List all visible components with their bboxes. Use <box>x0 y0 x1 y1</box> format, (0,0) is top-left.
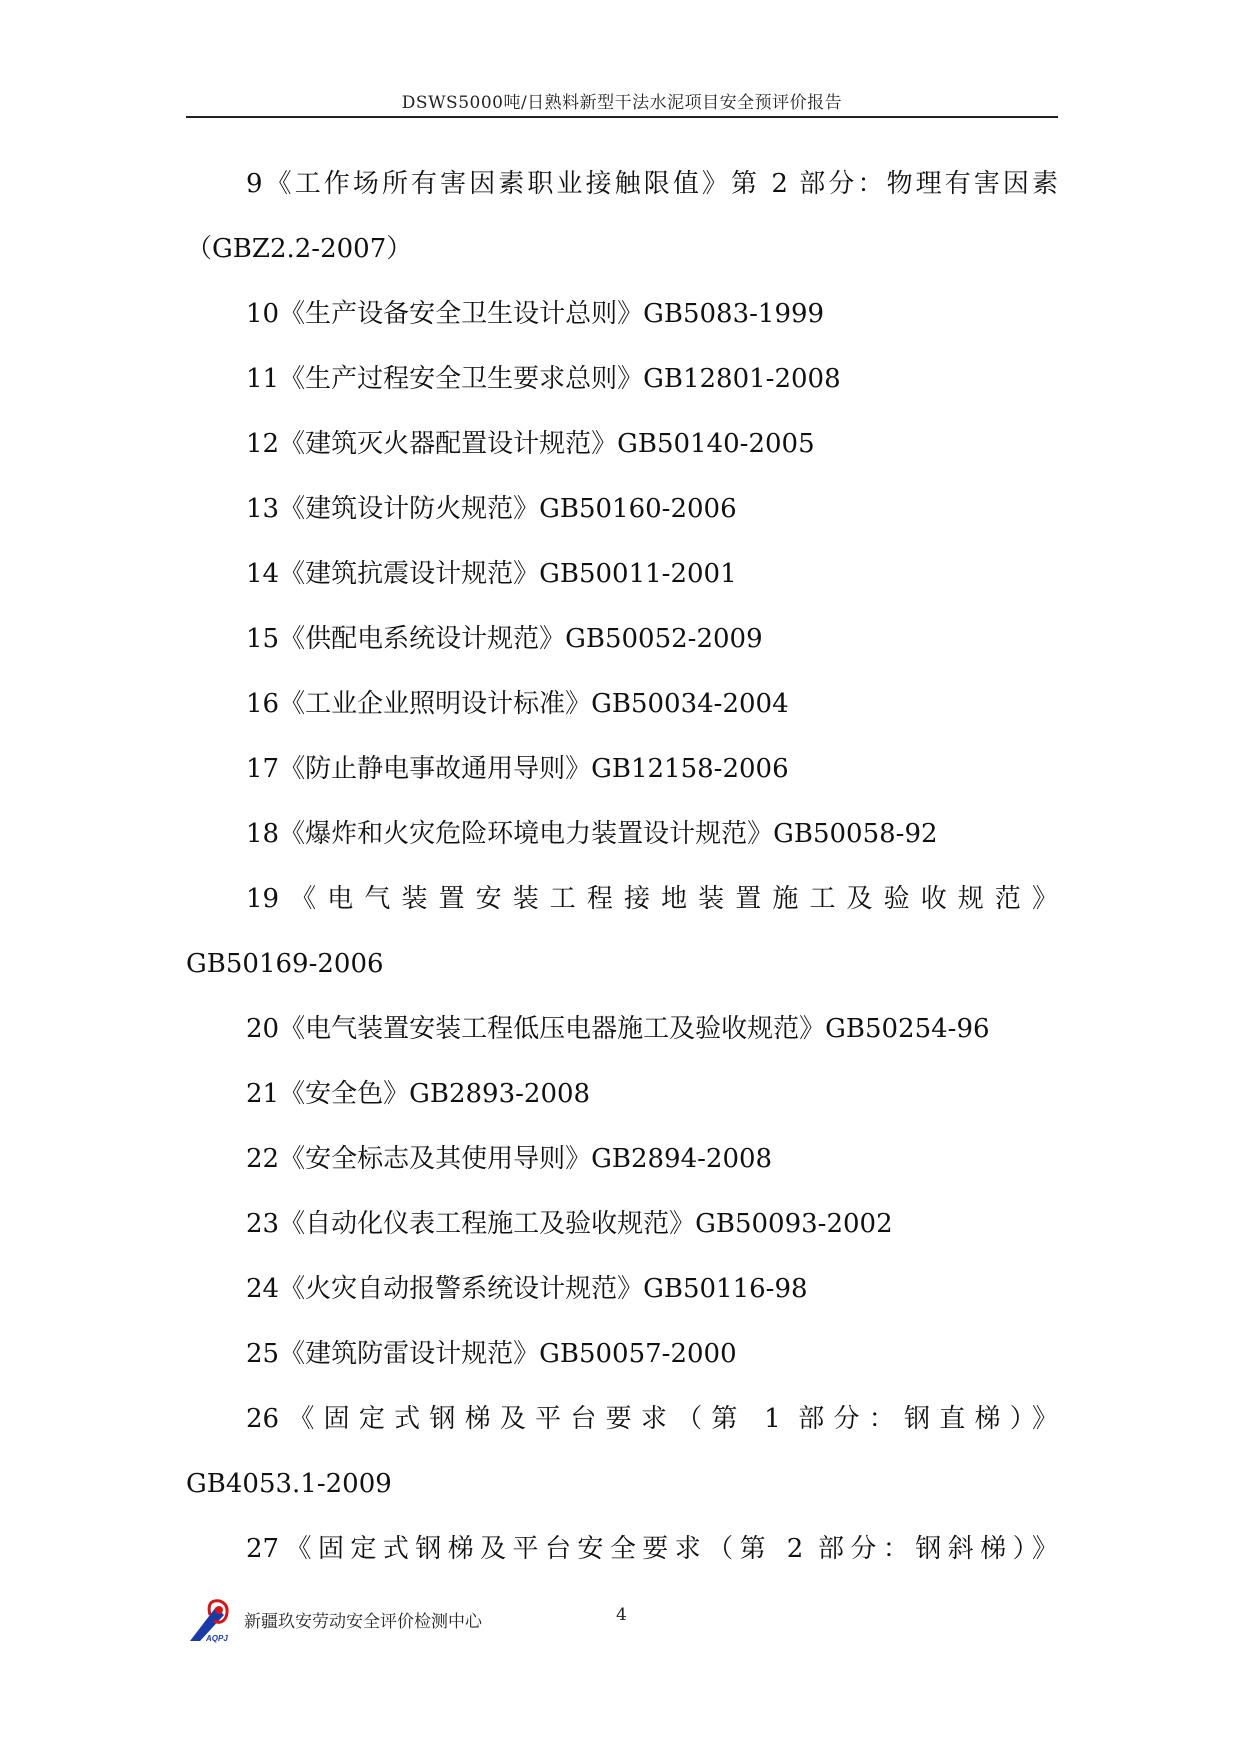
logo-text: AQPJ <box>206 1634 228 1643</box>
list-item-text: 27《固定式钢梯及平台安全要求（第 2 部分：钢斜梯）》 <box>246 1534 1058 1564</box>
footer-organization: 新疆玖安劳动安全评价检测中心 <box>244 1612 482 1632</box>
list-item <box>186 1517 1058 1582</box>
list-item: 16《工业企业照明设计标准》GB50034-2004 <box>246 689 789 719</box>
list-item: 15《供配电系统设计规范》GB50052-2009 <box>246 624 763 654</box>
standards-list <box>186 152 1058 1582</box>
page-header <box>186 86 1058 118</box>
list-item: 14《建筑抗震设计规范》GB50011-2001 <box>246 559 737 589</box>
list-item: 25《建筑防雷设计规范》GB50057-2000 <box>246 1339 737 1369</box>
list-item-continuation: GB4053.1-2009 <box>186 1469 392 1499</box>
list-item: 10《生产设备安全卫生设计总则》GB5083-1999 <box>246 299 825 329</box>
list-item-text: 19《电气装置安装工程接地装置施工及验收规范》 <box>246 884 1058 914</box>
page-number: 4 <box>616 1605 627 1625</box>
list-item: 22《安全标志及其使用导则》GB2894-2008 <box>246 1144 773 1174</box>
header-title: DSWS5000吨/日熟料新型干法水泥项目安全预评价报告 <box>401 93 843 113</box>
list-item <box>186 1387 1058 1517</box>
list-item: 12《建筑灭火器配置设计规范》GB50140-2005 <box>246 429 815 459</box>
list-item <box>186 152 1058 282</box>
list-item: 23《自动化仪表工程施工及验收规范》GB50093-2002 <box>246 1209 893 1239</box>
list-item: 13《建筑设计防火规范》GB50160-2006 <box>246 494 737 524</box>
list-item: 18《爆炸和火灾危险环境电力装置设计规范》GB50058-92 <box>246 819 938 849</box>
list-item-text: 9《工作场所有害因素职业接触限值》第 2 部分：物理有害因素 <box>246 169 1058 199</box>
list-item: 11《生产过程安全卫生要求总则》GB12801-2008 <box>246 364 841 394</box>
list-item: 20《电气装置安装工程低压电器施工及验收规范》GB50254-96 <box>246 1014 990 1044</box>
page-footer <box>186 1595 1058 1645</box>
organization-logo-icon <box>186 1597 242 1643</box>
list-item <box>186 867 1058 997</box>
list-item: 17《防止静电事故通用导则》GB12158-2006 <box>246 754 789 784</box>
list-item: 24《火灾自动报警系统设计规范》GB50116-98 <box>246 1274 808 1304</box>
list-item-continuation: GB50169-2006 <box>186 949 384 979</box>
list-item: 21《安全色》GB2893-2008 <box>246 1079 591 1109</box>
list-item-text: 26《固定式钢梯及平台要求（第 1 部分：钢直梯）》 <box>246 1404 1058 1434</box>
list-item-continuation: （GBZ2.2-2007） <box>186 234 413 264</box>
